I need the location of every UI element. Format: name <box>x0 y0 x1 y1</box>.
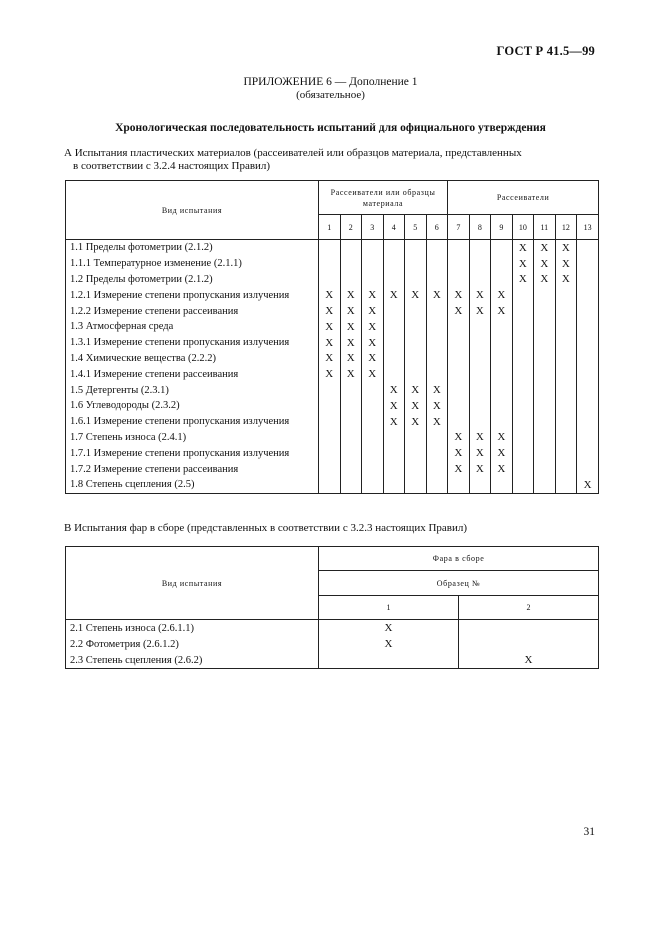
test-mark-cell: X <box>340 303 362 319</box>
test-mark-cell <box>362 430 384 446</box>
test-mark-cell <box>448 398 470 414</box>
test-mark-cell: X <box>577 477 599 493</box>
test-mark-cell: X <box>383 382 405 398</box>
test-mark-cell <box>555 303 577 319</box>
table-b-header-group: Фара в сборе <box>319 547 599 571</box>
row-label: 1.2.1 Измерение степени пропускания излучения <box>66 287 319 303</box>
test-mark-cell <box>426 445 448 461</box>
test-mark-cell <box>340 461 362 477</box>
test-mark-cell <box>319 430 341 446</box>
test-mark-cell <box>577 240 599 256</box>
test-mark-cell <box>383 461 405 477</box>
test-mark-cell <box>340 445 362 461</box>
test-mark-cell <box>340 272 362 288</box>
section-b-heading: В Испытания фар в сборе (представленных в соответствии с 3.2.3 настоящих Правил) <box>64 522 468 534</box>
test-mark-cell <box>469 256 491 272</box>
table-row <box>66 287 599 303</box>
test-mark-cell: X <box>383 414 405 430</box>
test-mark-cell <box>405 335 427 351</box>
row-label: 1.6 Углеводороды (2.3.2) <box>66 398 319 414</box>
test-mark-cell <box>491 256 513 272</box>
test-mark-cell: X <box>469 303 491 319</box>
test-mark-cell <box>491 398 513 414</box>
test-mark-cell: X <box>426 414 448 430</box>
test-mark-cell <box>426 430 448 446</box>
test-mark-cell: X <box>319 303 341 319</box>
test-mark-cell: X <box>491 287 513 303</box>
test-mark-cell <box>362 240 384 256</box>
test-mark-cell <box>534 319 556 335</box>
test-mark-cell: X <box>362 366 384 382</box>
table-row <box>66 461 599 477</box>
test-mark-cell <box>448 477 470 493</box>
test-mark-cell <box>577 335 599 351</box>
test-mark-cell <box>383 240 405 256</box>
test-mark-cell <box>577 319 599 335</box>
test-mark-cell <box>426 272 448 288</box>
test-mark-cell: X <box>405 398 427 414</box>
table-row <box>66 366 599 382</box>
section-a-line2: в соответствии с 3.2.4 настоящих Правил) <box>73 160 271 172</box>
test-mark-cell <box>491 477 513 493</box>
test-mark-cell: X <box>340 335 362 351</box>
table-row <box>66 430 599 446</box>
test-mark-cell <box>512 477 534 493</box>
test-mark-cell: X <box>534 272 556 288</box>
test-mark-cell: X <box>319 335 341 351</box>
test-mark-cell <box>405 256 427 272</box>
test-mark-cell <box>405 272 427 288</box>
section-a-heading <box>64 147 564 173</box>
test-mark-cell <box>512 461 534 477</box>
test-mark-cell <box>340 382 362 398</box>
test-mark-cell <box>534 430 556 446</box>
table-a-col-number: 4 <box>383 215 405 240</box>
test-mark-cell <box>555 382 577 398</box>
test-mark-cell <box>555 335 577 351</box>
table-row <box>66 636 599 652</box>
table-a-col-number: 6 <box>426 215 448 240</box>
document-title: Хронологическая последовательность испытаний для официального утверждения <box>115 122 546 134</box>
test-mark-cell <box>534 477 556 493</box>
table-a <box>65 180 599 494</box>
test-mark-cell <box>512 430 534 446</box>
test-mark-cell: X <box>448 303 470 319</box>
row-label: 1.8 Степень сцепления (2.5) <box>66 477 319 493</box>
test-mark-cell <box>491 240 513 256</box>
table-a-col-number: 7 <box>448 215 470 240</box>
test-mark-cell <box>362 414 384 430</box>
table-a-col-number: 11 <box>534 215 556 240</box>
test-mark-cell <box>469 477 491 493</box>
test-mark-cell <box>319 382 341 398</box>
test-mark-cell <box>362 382 384 398</box>
test-mark-cell <box>534 351 556 367</box>
test-mark-cell <box>534 414 556 430</box>
test-mark-cell <box>512 445 534 461</box>
test-mark-cell: X <box>534 240 556 256</box>
table-a-header-group1: Рассеиватели или образцы материала <box>319 181 448 215</box>
test-mark-cell <box>469 351 491 367</box>
test-mark-cell <box>469 335 491 351</box>
table-b-col-number: 1 <box>319 596 459 620</box>
test-mark-cell <box>383 445 405 461</box>
test-mark-cell <box>362 461 384 477</box>
test-mark-cell <box>512 335 534 351</box>
test-mark-cell <box>426 351 448 367</box>
test-mark-cell <box>534 445 556 461</box>
table-row <box>66 335 599 351</box>
row-label: 2.2 Фотометрия (2.6.1.2) <box>66 636 319 652</box>
section-a-line1: А Испытания пластических материалов (рассеивателей или образцов материала, представленных <box>64 147 522 159</box>
test-mark-cell <box>469 382 491 398</box>
test-mark-cell <box>491 335 513 351</box>
test-mark-cell <box>577 366 599 382</box>
test-mark-cell: X <box>340 319 362 335</box>
test-mark-cell <box>362 272 384 288</box>
test-mark-cell <box>577 461 599 477</box>
table-b <box>65 546 599 669</box>
test-mark-cell <box>340 256 362 272</box>
table-a-col-number: 10 <box>512 215 534 240</box>
table-a-col-number: 9 <box>491 215 513 240</box>
test-mark-cell <box>555 366 577 382</box>
test-mark-cell: X <box>383 287 405 303</box>
test-mark-cell <box>448 240 470 256</box>
row-label: 1.2.2 Измерение степени рассеивания <box>66 303 319 319</box>
test-mark-cell: X <box>319 620 459 637</box>
row-label: 1.1 Пределы фотометрии (2.1.2) <box>66 240 319 256</box>
test-mark-cell <box>319 445 341 461</box>
test-mark-cell: X <box>319 366 341 382</box>
table-row <box>66 477 599 493</box>
test-mark-cell <box>577 382 599 398</box>
test-mark-cell <box>469 319 491 335</box>
test-mark-cell: X <box>362 303 384 319</box>
test-mark-cell <box>459 620 599 637</box>
test-mark-cell <box>555 287 577 303</box>
test-mark-cell: X <box>362 319 384 335</box>
table-b-header-test: Вид испытания <box>66 547 319 620</box>
test-mark-cell <box>577 351 599 367</box>
test-mark-cell <box>512 287 534 303</box>
table-row <box>66 351 599 367</box>
test-mark-cell <box>319 240 341 256</box>
page-number: 31 <box>583 826 595 838</box>
test-mark-cell <box>491 272 513 288</box>
test-mark-cell <box>383 319 405 335</box>
row-label: 1.4.1 Измерение степени рассеивания <box>66 366 319 382</box>
test-mark-cell <box>426 256 448 272</box>
test-mark-cell <box>426 477 448 493</box>
row-label: 2.1 Степень износа (2.6.1.1) <box>66 620 319 637</box>
annex-title: ПРИЛОЖЕНИЕ 6 — Дополнение 1 <box>243 76 418 88</box>
test-mark-cell <box>491 382 513 398</box>
test-mark-cell: X <box>491 445 513 461</box>
annex-subtitle: (обязательное) <box>296 89 365 101</box>
test-mark-cell: X <box>340 287 362 303</box>
test-mark-cell <box>383 256 405 272</box>
test-mark-cell <box>448 382 470 398</box>
test-mark-cell: X <box>362 351 384 367</box>
test-mark-cell <box>469 240 491 256</box>
test-mark-cell <box>448 351 470 367</box>
test-mark-cell: X <box>426 382 448 398</box>
test-mark-cell: X <box>340 366 362 382</box>
test-mark-cell <box>340 430 362 446</box>
test-mark-cell <box>405 351 427 367</box>
test-mark-cell: X <box>426 287 448 303</box>
test-mark-cell <box>383 335 405 351</box>
row-label: 1.3 Атмосферная среда <box>66 319 319 335</box>
test-mark-cell: X <box>512 272 534 288</box>
test-mark-cell <box>319 652 459 669</box>
table-a-col-number: 2 <box>340 215 362 240</box>
standard-number: ГОСТ Р 41.5—99 <box>496 44 595 58</box>
test-mark-cell <box>340 398 362 414</box>
test-mark-cell <box>512 319 534 335</box>
test-mark-cell <box>405 477 427 493</box>
test-mark-cell <box>362 445 384 461</box>
test-mark-cell <box>577 303 599 319</box>
test-mark-cell <box>448 319 470 335</box>
row-label: 1.6.1 Измерение степени пропускания излучения <box>66 414 319 430</box>
test-mark-cell <box>319 414 341 430</box>
test-mark-cell <box>319 272 341 288</box>
table-row <box>66 256 599 272</box>
test-mark-cell: X <box>512 256 534 272</box>
test-mark-cell <box>426 303 448 319</box>
test-mark-cell <box>405 366 427 382</box>
test-mark-cell: X <box>491 303 513 319</box>
table-a-col-number: 3 <box>362 215 384 240</box>
table-a-col-number: 8 <box>469 215 491 240</box>
test-mark-cell <box>469 398 491 414</box>
test-mark-cell <box>534 461 556 477</box>
test-mark-cell: X <box>459 652 599 669</box>
test-mark-cell <box>448 272 470 288</box>
test-mark-cell: X <box>405 287 427 303</box>
test-mark-cell: X <box>362 287 384 303</box>
test-mark-cell: X <box>426 398 448 414</box>
test-mark-cell: X <box>448 445 470 461</box>
table-row <box>66 414 599 430</box>
test-mark-cell <box>340 240 362 256</box>
row-label: 1.2 Пределы фотометрии (2.1.2) <box>66 272 319 288</box>
test-mark-cell <box>383 303 405 319</box>
test-mark-cell <box>577 445 599 461</box>
test-mark-cell <box>459 636 599 652</box>
test-mark-cell <box>405 430 427 446</box>
test-mark-cell <box>362 477 384 493</box>
test-mark-cell <box>512 303 534 319</box>
test-mark-cell: X <box>448 461 470 477</box>
test-mark-cell: X <box>555 272 577 288</box>
table-row <box>66 445 599 461</box>
table-row <box>66 620 599 637</box>
table-a-col-number: 5 <box>405 215 427 240</box>
test-mark-cell <box>426 366 448 382</box>
table-row <box>66 382 599 398</box>
table-row <box>66 303 599 319</box>
test-mark-cell <box>319 398 341 414</box>
test-mark-cell <box>534 335 556 351</box>
row-label: 1.5 Детергенты (2.3.1) <box>66 382 319 398</box>
row-label: 1.7.1 Измерение степени пропускания излучения <box>66 445 319 461</box>
test-mark-cell <box>534 366 556 382</box>
test-mark-cell <box>555 319 577 335</box>
test-mark-cell <box>512 351 534 367</box>
table-row <box>66 398 599 414</box>
test-mark-cell: X <box>512 240 534 256</box>
test-mark-cell: X <box>405 382 427 398</box>
test-mark-cell <box>426 319 448 335</box>
row-label: 2.3 Степень сцепления (2.6.2) <box>66 652 319 669</box>
test-mark-cell: X <box>319 287 341 303</box>
test-mark-cell <box>534 398 556 414</box>
test-mark-cell <box>362 256 384 272</box>
test-mark-cell: X <box>405 414 427 430</box>
row-label: 1.7.2 Измерение степени рассеивания <box>66 461 319 477</box>
test-mark-cell <box>405 319 427 335</box>
test-mark-cell: X <box>319 319 341 335</box>
test-mark-cell <box>340 477 362 493</box>
test-mark-cell <box>469 366 491 382</box>
row-label: 1.3.1 Измерение степени пропускания излучения <box>66 335 319 351</box>
table-a-col-number: 12 <box>555 215 577 240</box>
table-row <box>66 272 599 288</box>
row-label: 1.7 Степень износа (2.4.1) <box>66 430 319 446</box>
test-mark-cell <box>534 287 556 303</box>
test-mark-cell: X <box>362 335 384 351</box>
test-mark-cell: X <box>491 461 513 477</box>
test-mark-cell <box>555 351 577 367</box>
table-row <box>66 319 599 335</box>
test-mark-cell <box>577 272 599 288</box>
test-mark-cell <box>512 382 534 398</box>
test-mark-cell <box>512 414 534 430</box>
table-a-col-number: 13 <box>577 215 599 240</box>
test-mark-cell <box>448 335 470 351</box>
table-a-col-number: 1 <box>319 215 341 240</box>
test-mark-cell <box>577 256 599 272</box>
test-mark-cell: X <box>491 430 513 446</box>
test-mark-cell: X <box>319 351 341 367</box>
test-mark-cell <box>426 335 448 351</box>
test-mark-cell <box>555 445 577 461</box>
test-mark-cell <box>491 366 513 382</box>
table-row <box>66 652 599 669</box>
test-mark-cell <box>577 414 599 430</box>
test-mark-cell <box>448 414 470 430</box>
test-mark-cell <box>405 445 427 461</box>
test-mark-cell <box>469 272 491 288</box>
test-mark-cell <box>555 430 577 446</box>
test-mark-cell <box>555 461 577 477</box>
test-mark-cell <box>555 398 577 414</box>
test-mark-cell: X <box>534 256 556 272</box>
table-row <box>66 240 599 256</box>
table-a-header-test: Вид испытания <box>66 181 319 240</box>
test-mark-cell <box>340 414 362 430</box>
table-b-col-number: 2 <box>459 596 599 620</box>
test-mark-cell <box>383 351 405 367</box>
test-mark-cell: X <box>340 351 362 367</box>
test-mark-cell <box>577 430 599 446</box>
test-mark-cell <box>383 430 405 446</box>
test-mark-cell <box>491 414 513 430</box>
test-mark-cell: X <box>469 461 491 477</box>
test-mark-cell: X <box>469 287 491 303</box>
table-b-header-subgroup: Образец № <box>319 571 599 596</box>
test-mark-cell <box>534 303 556 319</box>
test-mark-cell: X <box>555 240 577 256</box>
row-label: 1.1.1 Температурное изменение (2.1.1) <box>66 256 319 272</box>
test-mark-cell <box>426 240 448 256</box>
test-mark-cell <box>491 351 513 367</box>
test-mark-cell: X <box>469 430 491 446</box>
test-mark-cell <box>405 303 427 319</box>
table-a-header-group2: Рассеиватели <box>448 181 599 215</box>
test-mark-cell <box>405 461 427 477</box>
test-mark-cell <box>534 382 556 398</box>
test-mark-cell <box>319 461 341 477</box>
test-mark-cell <box>491 319 513 335</box>
test-mark-cell <box>448 366 470 382</box>
test-mark-cell: X <box>469 445 491 461</box>
test-mark-cell <box>512 366 534 382</box>
test-mark-cell <box>469 414 491 430</box>
test-mark-cell <box>426 461 448 477</box>
test-mark-cell: X <box>448 430 470 446</box>
test-mark-cell <box>319 477 341 493</box>
test-mark-cell <box>405 240 427 256</box>
test-mark-cell <box>383 477 405 493</box>
test-mark-cell <box>555 414 577 430</box>
row-label: 1.4 Химические вещества (2.2.2) <box>66 351 319 367</box>
test-mark-cell <box>319 256 341 272</box>
test-mark-cell <box>577 398 599 414</box>
test-mark-cell: X <box>448 287 470 303</box>
test-mark-cell <box>383 272 405 288</box>
test-mark-cell: X <box>383 398 405 414</box>
test-mark-cell <box>383 366 405 382</box>
test-mark-cell <box>448 256 470 272</box>
test-mark-cell <box>362 398 384 414</box>
test-mark-cell <box>577 287 599 303</box>
test-mark-cell <box>555 477 577 493</box>
test-mark-cell: X <box>555 256 577 272</box>
test-mark-cell <box>512 398 534 414</box>
test-mark-cell: X <box>319 636 459 652</box>
